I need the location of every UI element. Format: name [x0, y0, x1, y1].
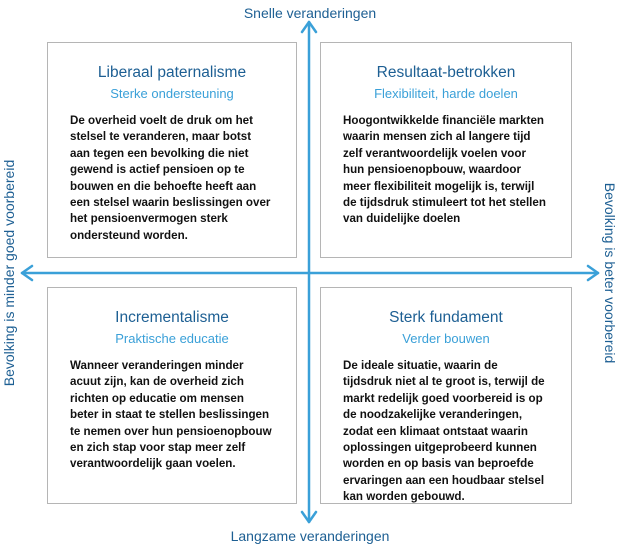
quadrant-body: De ideale situatie, waarin de tijdsdruk niet al te groot is, terwijl de markt redelijk goed voorbereid is op de noodzakelijke veranderingen, zodat een klimaat ontstaat waarin oplossingen uitgeprobeerd kunnen worden en op basis van beproefde ervaringen aan een houdbaar stelsel kan worden gebouwd.: [343, 359, 545, 504]
axis-label-left: Bevolking is minder goed voorbereid: [1, 159, 17, 387]
quadrant-top-right: [320, 42, 572, 258]
quadrant-top-left: [47, 42, 297, 258]
axis-label-top: Snelle veranderingen: [243, 5, 377, 21]
quadrant-subtitle: Praktische educatie: [115, 331, 229, 346]
quadrant-subtitle: Verder bouwen: [402, 331, 490, 346]
quadrant-body: De overheid voelt de druk om het stelsel te veranderen, maar botst aan tegen een bevolking die niet gewend is actief pensioen op te bouwen en die behoefte heeft aan een stelsel waarin beslissingen over het pensioenvermogen sterk ondersteund worden.: [70, 114, 271, 242]
quadrant-title: Liberaal paternalisme: [97, 64, 247, 81]
quadrant-subtitle: Sterke ondersteuning: [110, 86, 234, 101]
quadrant-body: Wanneer veranderingen minder acuut zijn, kan de overheid zich richten op educatie om mensen beter in staat te stellen beslissingen te nemen over hun pensioenopbouw en zich stap voor stap meer zelf verantwoordelijk gaan voelen.: [70, 359, 272, 471]
quadrant-title: Sterk fundament: [389, 309, 503, 326]
quadrant-title: Incrementalisme: [115, 309, 229, 326]
quadrant-title: Resultaat-betrokken: [376, 64, 516, 81]
quadrant-subtitle: Flexibiliteit, harde doelen: [374, 86, 518, 101]
quadrant-bottom-right: [320, 287, 572, 504]
axis-label-bottom: Langzame veranderingen: [230, 528, 390, 544]
axis-label-right: Bevolking is beter voorbereid: [602, 182, 618, 364]
quadrant-body: Hoogontwikkelde financiële markten waarin mensen zich al langere tijd zelf verantwoordelijk voelen voor hun pensioenopbouw, waardoor meer flexibiliteit mogelijk is, terwijl de tijdsdruk stimuleert tot het stellen van duidelijke doelen: [343, 114, 546, 226]
quadrant-bottom-left: [47, 287, 297, 504]
